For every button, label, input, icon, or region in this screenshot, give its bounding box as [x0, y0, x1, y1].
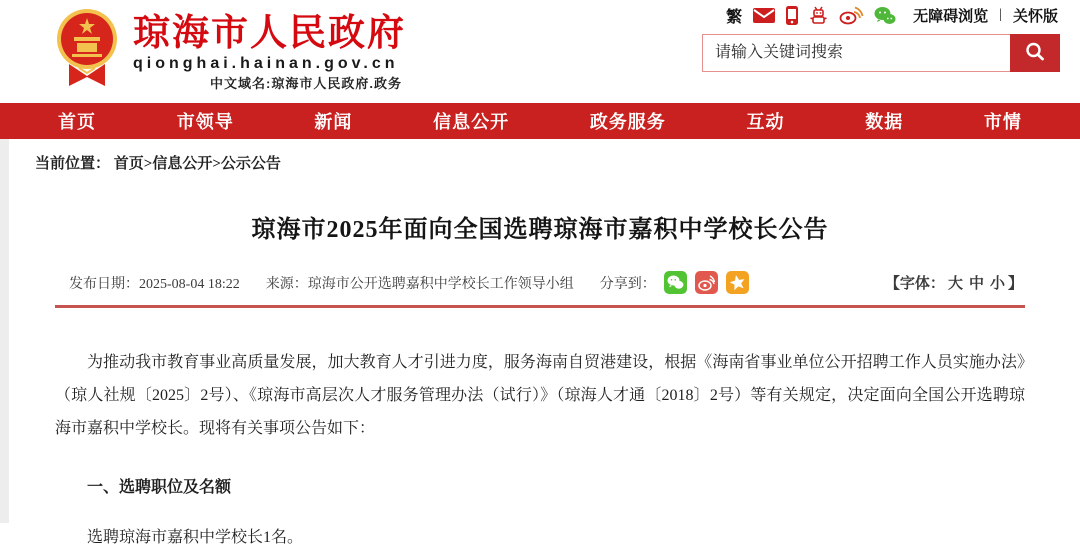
- font-size-large[interactable]: 大: [947, 276, 963, 292]
- font-control-suffix: 】: [1007, 276, 1023, 292]
- article-title: 琼海市2025年面向全国选聘琼海市嘉积中学校长公告: [251, 217, 829, 243]
- article-paragraph: 为推动我市教育事业高质量发展，加大教育人才引进力度，服务海南自贸港建设，根据《海南省事业单位公开招聘工作人员实施办法》（琼人社规〔2025〕2号）、《琼海市高层次人才服务管理办法（试行）》（琼海人才通〔2018〕2号）等有关规定，决定面向全国公开选聘琼海市嘉积中学校长。现将有关事项公告如下：: [55, 354, 1025, 437]
- nav-item-news[interactable]: 新闻: [314, 112, 353, 132]
- share-wechat-icon[interactable]: [664, 271, 687, 294]
- nav-item-info-disclosure[interactable]: 信息公开: [433, 112, 510, 132]
- site-logo[interactable]: [55, 6, 406, 99]
- mobile-icon[interactable]: [786, 6, 798, 25]
- nav-item-leaders[interactable]: 市领导: [176, 112, 234, 132]
- publish-date-label: 发布日期：: [69, 276, 139, 292]
- wechat-icon[interactable]: [874, 6, 896, 25]
- source: [266, 273, 574, 293]
- publish-date-value: 2025-08-04 18:22: [139, 276, 240, 292]
- topbar: [726, 4, 1058, 26]
- accessibility-link[interactable]: 无障碍浏览: [913, 8, 989, 25]
- section-heading: 一、选聘职位及名额: [87, 479, 232, 496]
- font-size-medium[interactable]: 中: [968, 276, 984, 292]
- share-group: [600, 271, 749, 294]
- nav-item-data[interactable]: 数据: [865, 112, 904, 132]
- font-control-prefix: 【字体：: [884, 276, 945, 292]
- weibo-icon[interactable]: [839, 6, 863, 25]
- nav-item-gov-services[interactable]: 政务服务: [589, 112, 666, 132]
- page-content: [0, 139, 1080, 546]
- article-meta: [55, 271, 1025, 294]
- search-icon: [1024, 41, 1046, 66]
- nav-item-home[interactable]: 首页: [58, 112, 96, 132]
- site-cn-domain: 中文域名:琼海市人民政府.政务: [210, 75, 402, 91]
- site-header: [0, 0, 1080, 103]
- national-emblem-icon: [55, 6, 119, 99]
- search-button[interactable]: [1010, 34, 1060, 72]
- title-divider: [55, 305, 1025, 308]
- share-qzone-icon[interactable]: [726, 271, 749, 294]
- mail-icon[interactable]: [753, 8, 775, 23]
- topbar-separator: |: [999, 7, 1002, 22]
- breadcrumb: [0, 139, 1080, 173]
- search-input[interactable]: [702, 34, 1010, 72]
- nav-item-interaction[interactable]: 互动: [746, 112, 785, 132]
- nav-item-city-profile[interactable]: 市情: [983, 112, 1022, 132]
- share-label: 分享到：: [599, 276, 656, 292]
- search-bar: [702, 34, 1060, 72]
- main-nav: [0, 103, 1080, 139]
- site-domain: qionghai.hainan.gov.cn: [133, 54, 399, 72]
- position-line: 选聘琼海市嘉积中学校长1名。: [87, 529, 304, 546]
- care-version-link[interactable]: 关怀版: [1012, 8, 1058, 25]
- font-size-small[interactable]: 小: [989, 276, 1005, 292]
- share-weibo-icon[interactable]: [695, 271, 718, 294]
- breadcrumb-label: 当前位置：: [35, 156, 111, 172]
- source-label: 来源：: [265, 276, 308, 292]
- traditional-chinese-toggle[interactable]: 繁: [726, 8, 743, 26]
- site-title: 琼海市人民政府: [133, 11, 406, 53]
- publish-date: [69, 273, 240, 293]
- breadcrumb-path[interactable]: 首页>信息公开>公示公告: [113, 156, 281, 172]
- font-size-control: [885, 272, 1025, 293]
- source-value: 琼海市公开选聘嘉积中学校长工作领导小组: [307, 276, 574, 292]
- article: [0, 209, 1080, 547]
- robot-icon[interactable]: [809, 6, 828, 25]
- left-edge-strip: [0, 139, 9, 523]
